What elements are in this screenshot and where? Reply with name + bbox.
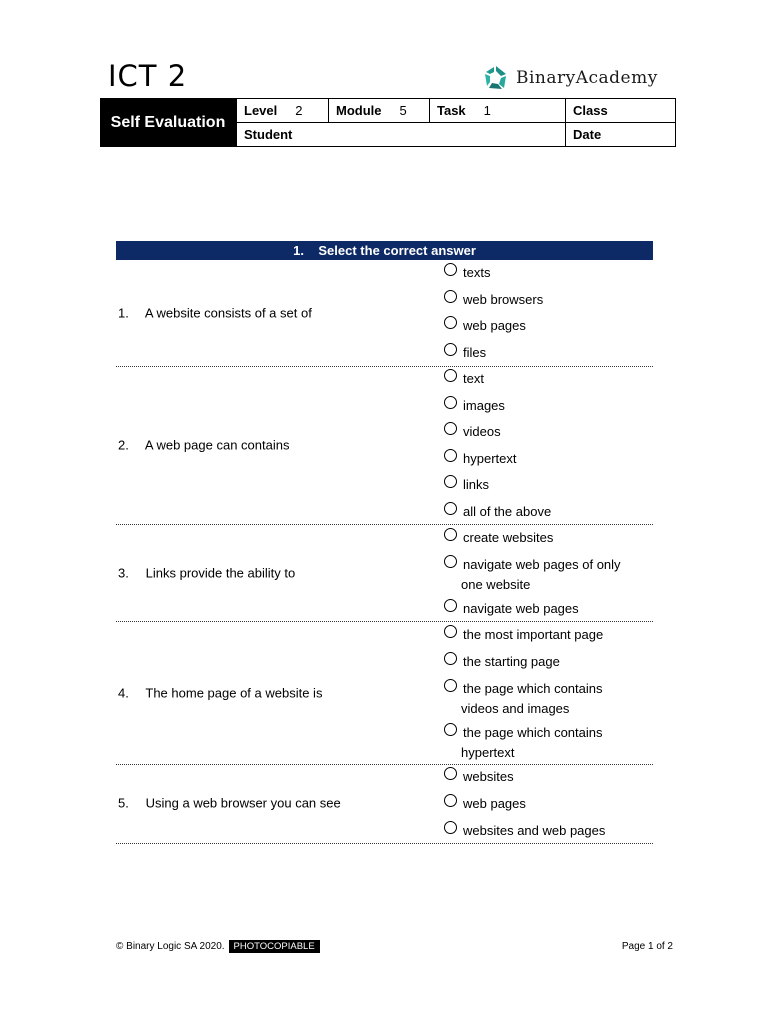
photocopiable-badge: PHOTOCOPIABLE	[229, 940, 320, 953]
option-continuation	[461, 699, 569, 719]
option-label: text	[463, 371, 484, 386]
radio-icon[interactable]	[444, 599, 457, 612]
radio-icon[interactable]	[444, 475, 457, 488]
question-number: 2.	[118, 437, 129, 453]
module-field	[328, 98, 430, 123]
question-text	[118, 796, 341, 811]
student-field[interactable]	[236, 122, 566, 147]
option[interactable]	[444, 625, 603, 645]
radio-icon[interactable]	[444, 343, 457, 356]
option-label: the page which contains	[463, 725, 603, 740]
option-label: all of the above	[463, 504, 552, 519]
option[interactable]	[444, 263, 490, 283]
question-label: The home page of a website is	[145, 685, 323, 701]
option[interactable]	[444, 821, 605, 841]
radio-icon[interactable]	[444, 422, 457, 435]
option-label: websites	[463, 769, 514, 784]
radio-icon[interactable]	[444, 625, 457, 638]
date-label: Date	[573, 127, 602, 142]
radio-icon[interactable]	[444, 767, 457, 780]
question-number: 3.	[118, 565, 129, 581]
option-label: navigate web pages of only	[463, 557, 621, 572]
question-number: 5.	[118, 795, 129, 811]
option-label: files	[463, 345, 487, 360]
question-text	[118, 686, 322, 701]
module-value: 5	[399, 103, 407, 118]
option[interactable]	[444, 343, 486, 363]
class-label: Class	[573, 103, 608, 118]
evaluation-header	[100, 98, 676, 147]
option[interactable]	[444, 502, 551, 522]
radio-icon[interactable]	[444, 794, 457, 807]
date-field[interactable]	[565, 122, 676, 147]
option-continuation	[461, 575, 530, 595]
radio-icon[interactable]	[444, 502, 457, 515]
radio-icon[interactable]	[444, 555, 457, 568]
radio-icon[interactable]	[444, 679, 457, 692]
level-field	[236, 98, 329, 123]
radio-icon[interactable]	[444, 263, 457, 276]
question-label: A website consists of a set of	[144, 305, 312, 321]
question-number: 1.	[118, 305, 129, 321]
option-label: hypertext	[463, 451, 517, 466]
option-label: navigate web pages	[463, 601, 579, 616]
radio-icon[interactable]	[444, 396, 457, 409]
brand-name: BinaryAcademy	[516, 68, 658, 88]
option-label: web browsers	[463, 292, 544, 307]
question-row-1	[116, 260, 653, 367]
footer-copyright	[116, 940, 320, 953]
option[interactable]	[444, 316, 526, 336]
option[interactable]	[444, 396, 505, 416]
option[interactable]	[444, 794, 526, 814]
radio-icon[interactable]	[444, 652, 457, 665]
option-label: the starting page	[463, 654, 560, 669]
option[interactable]	[444, 555, 621, 575]
level-label: Level	[244, 103, 278, 118]
option-label: hypertext	[461, 745, 515, 760]
student-label: Student	[244, 127, 293, 142]
option[interactable]	[444, 422, 501, 442]
radio-icon[interactable]	[444, 369, 457, 382]
brand	[482, 62, 658, 94]
class-field[interactable]	[565, 98, 676, 123]
radio-icon[interactable]	[444, 290, 457, 303]
radio-icon[interactable]	[444, 821, 457, 834]
option-label: create websites	[463, 530, 554, 545]
question-text	[118, 438, 289, 453]
option[interactable]	[444, 449, 516, 469]
question-text	[118, 306, 312, 321]
question-label: A web page can contains	[144, 437, 290, 453]
option-label: links	[463, 477, 490, 492]
option[interactable]	[444, 767, 514, 787]
question-row-2	[116, 366, 653, 525]
option[interactable]	[444, 679, 602, 699]
option-continuation	[461, 743, 514, 763]
option-label: one website	[461, 577, 531, 592]
option-label: texts	[463, 265, 491, 280]
question-label: Links provide the ability to	[145, 565, 296, 581]
option-label: websites and web pages	[463, 823, 606, 838]
section-header: 1. Select the correct answer	[116, 241, 653, 260]
question-number: 4.	[118, 685, 129, 701]
radio-icon[interactable]	[444, 316, 457, 329]
radio-icon[interactable]	[444, 528, 457, 541]
task-value: 1	[483, 103, 491, 118]
option[interactable]	[444, 599, 579, 619]
option-label: videos	[463, 424, 501, 439]
module-label: Module	[336, 103, 382, 118]
task-field	[429, 98, 566, 123]
level-value: 2	[295, 103, 303, 118]
option[interactable]	[444, 723, 602, 743]
question-label: Using a web browser you can see	[145, 795, 341, 811]
question-text	[118, 566, 295, 581]
self-evaluation-title: Self Evaluation	[100, 98, 236, 147]
task-label: Task	[437, 103, 466, 118]
copyright-text: © Binary Logic SA 2020.	[116, 941, 225, 952]
radio-icon[interactable]	[444, 723, 457, 736]
option[interactable]	[444, 528, 553, 548]
option-label: images	[463, 398, 505, 413]
radio-icon[interactable]	[444, 449, 457, 462]
subject-title: ICT 2	[108, 59, 188, 93]
option[interactable]	[444, 369, 484, 389]
page-number: Page 1 of 2	[621, 941, 673, 952]
option[interactable]	[444, 290, 543, 310]
header-fields	[236, 98, 676, 147]
option[interactable]	[444, 475, 489, 495]
option-label: the most important page	[463, 627, 604, 642]
option-label: videos and images	[461, 701, 570, 716]
option-label: web pages	[463, 318, 526, 333]
option[interactable]	[444, 652, 560, 672]
binary-academy-logo-icon	[482, 64, 510, 92]
option-label: the page which contains	[463, 681, 603, 696]
option-label: web pages	[463, 796, 526, 811]
